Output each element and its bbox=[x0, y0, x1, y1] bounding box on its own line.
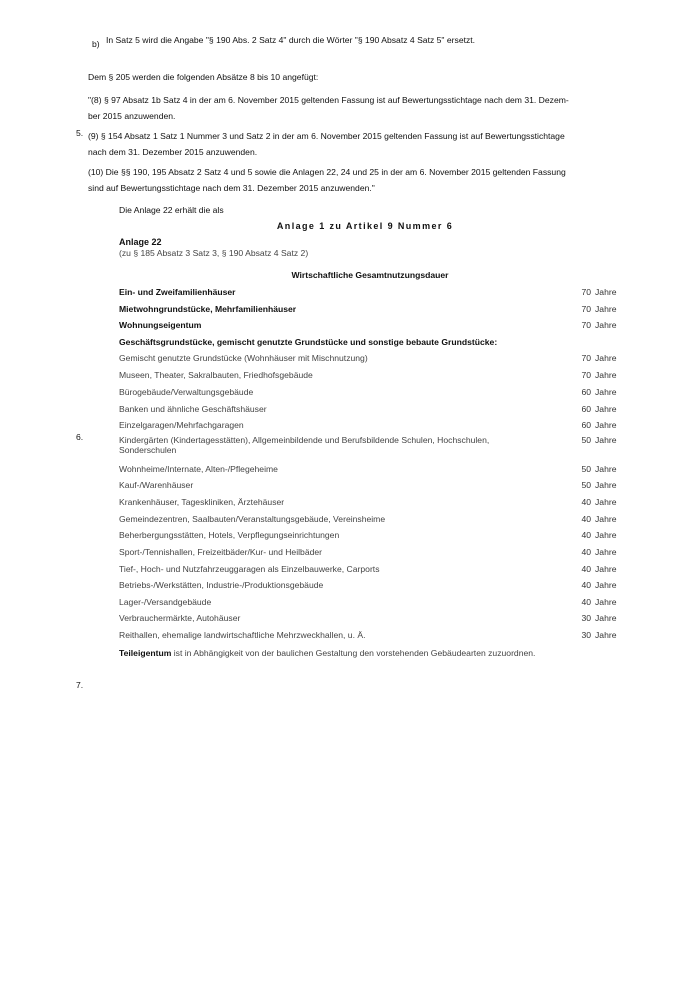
item-6-number: 6. bbox=[76, 432, 84, 442]
row-unit: Jahre bbox=[595, 435, 617, 445]
table-row bbox=[119, 564, 619, 580]
row-label: Banken und ähnliche Geschäftshäuser bbox=[119, 404, 267, 414]
row-label: Kauf-/Warenhäuser bbox=[119, 480, 194, 490]
item-b-text: In Satz 5 wird die Angabe "§ 190 Abs. 2 Satz 4" durch die Wörter "§ 190 Absatz 4 Satz 5" ersetzt. bbox=[106, 35, 476, 45]
row-label: Ein- und Zweifamilienhäuser bbox=[119, 287, 236, 297]
row-label: Lager-/Versandgebäude bbox=[119, 597, 212, 607]
row-label: Museen, Theater, Sakralbauten, Friedhofsgebäude bbox=[119, 370, 313, 380]
item-5-number: 5. bbox=[76, 128, 84, 138]
row-label: Geschäftsgrundstücke, gemischt genutzte Grundstücke und sonstige bebaute Grundstücke: bbox=[119, 337, 498, 347]
footnote-bold-term: Teileigentum bbox=[119, 648, 172, 658]
row-years: 70 bbox=[581, 370, 591, 380]
table-row bbox=[119, 630, 619, 646]
para-8-line2: ber 2015 anzuwenden. bbox=[88, 111, 176, 121]
row-unit: Jahre bbox=[595, 547, 617, 557]
item-6-intro: Die Anlage 22 erhält die als bbox=[119, 205, 224, 215]
table-row bbox=[119, 530, 619, 546]
row-unit: Jahre bbox=[595, 514, 617, 524]
row-years: 50 bbox=[581, 435, 591, 445]
row-unit: Jahre bbox=[595, 597, 617, 607]
row-label: Krankenhäuser, Tageskliniken, Ärztehäuser bbox=[119, 497, 285, 507]
row-label: Verbrauchermärkte, Autohäuser bbox=[119, 613, 241, 623]
table-row bbox=[119, 420, 619, 436]
row-years: 50 bbox=[581, 464, 591, 474]
item-7-number: 7. bbox=[76, 680, 84, 690]
item-5-line1: (9) § 154 Absatz 1 Satz 1 Nummer 3 und Satz 2 in der am 6. November 2015 geltenden Fassung ist auf Bewertungsstichtage bbox=[88, 131, 565, 141]
row-years: 40 bbox=[581, 514, 591, 524]
row-years: 70 bbox=[581, 353, 591, 363]
table-row bbox=[119, 337, 619, 353]
row-label-continuation: Sonderschulen bbox=[119, 445, 177, 455]
row-years: 30 bbox=[581, 630, 591, 640]
table-row bbox=[119, 370, 619, 386]
row-label: Wohnheime/Internate, Alten-/Pflegeheime bbox=[119, 464, 278, 474]
row-unit: Jahre bbox=[595, 353, 617, 363]
row-unit: Jahre bbox=[595, 464, 617, 474]
row-unit: Jahre bbox=[595, 564, 617, 574]
table-row bbox=[119, 580, 619, 596]
row-label: Wohnungseigentum bbox=[119, 320, 202, 330]
table-row bbox=[119, 597, 619, 613]
para-10-line1: (10) Die §§ 190, 195 Absatz 2 Satz 4 und 5 sowie die Anlagen 22, 24 und 25 in der am 6. November 2015 geltenden Fassung bbox=[88, 167, 566, 177]
row-unit: Jahre bbox=[595, 480, 617, 490]
table-row bbox=[119, 435, 619, 455]
row-years: 60 bbox=[581, 420, 591, 430]
row-unit: Jahre bbox=[595, 530, 617, 540]
row-years: 40 bbox=[581, 564, 591, 574]
table-row bbox=[119, 514, 619, 530]
table-title: Wirtschaftliche Gesamtnutzungsdauer bbox=[291, 270, 449, 280]
anlage-reference: (zu § 185 Absatz 3 Satz 3, § 190 Absatz 4 Satz 2) bbox=[119, 248, 309, 258]
row-label: Mietwohngrundstücke, Mehrfamilienhäuser bbox=[119, 304, 297, 314]
para-205: Dem § 205 werden die folgenden Absätze 8 bis 10 angefügt: bbox=[88, 72, 319, 82]
row-years: 30 bbox=[581, 613, 591, 623]
row-years: 40 bbox=[581, 597, 591, 607]
row-years: 70 bbox=[581, 304, 591, 314]
row-unit: Jahre bbox=[595, 320, 617, 330]
anlage-title: Anlage 22 bbox=[119, 237, 162, 247]
row-years: 40 bbox=[581, 580, 591, 590]
table-row bbox=[119, 287, 619, 303]
table-row bbox=[119, 353, 619, 369]
row-years: 40 bbox=[581, 530, 591, 540]
table-row bbox=[119, 404, 619, 420]
row-years: 60 bbox=[581, 387, 591, 397]
row-label: Beherbergungsstätten, Hotels, Verpflegungseinrichtungen bbox=[119, 530, 340, 540]
annex-heading: Anlage 1 zu Artikel 9 Nummer 6 bbox=[276, 221, 454, 231]
row-years: 40 bbox=[581, 497, 591, 507]
row-label: Kindergärten (Kindertagesstätten), Allgemeinbildende und Berufsbildende Schulen, Hochschulen, bbox=[119, 435, 490, 445]
row-label: Sport-/Tennishallen, Freizeitbäder/Kur- und Heilbäder bbox=[119, 547, 323, 557]
row-years: 50 bbox=[581, 480, 591, 490]
row-label: Gemeindezentren, Saalbauten/Veranstaltungsgebäude, Vereinsheime bbox=[119, 514, 386, 524]
row-years: 70 bbox=[581, 287, 591, 297]
row-label: Betriebs-/Werkstätten, Industrie-/Produktionsgebäude bbox=[119, 580, 324, 590]
table-row bbox=[119, 320, 619, 336]
row-years: 40 bbox=[581, 547, 591, 557]
row-unit: Jahre bbox=[595, 497, 617, 507]
row-unit: Jahre bbox=[595, 613, 617, 623]
row-years: 70 bbox=[581, 320, 591, 330]
para-10-line2: sind auf Bewertungsstichtage nach dem 31. Dezember 2015 anzuwenden." bbox=[88, 183, 375, 193]
row-unit: Jahre bbox=[595, 387, 617, 397]
table-row bbox=[119, 304, 619, 320]
footnote-text: ist in Abhängigkeit von der baulichen Gestaltung den vorstehenden Gebäudearten zuzuordnen. bbox=[171, 648, 536, 658]
row-unit: Jahre bbox=[595, 304, 617, 314]
row-unit: Jahre bbox=[595, 404, 617, 414]
row-unit: Jahre bbox=[595, 420, 617, 430]
row-label: Gemischt genutzte Grundstücke (Wohnhäuser mit Mischnutzung) bbox=[119, 353, 368, 363]
table-row bbox=[119, 464, 619, 480]
item-5-line2: nach dem 31. Dezember 2015 anzuwenden. bbox=[88, 147, 258, 157]
row-label: Tief-, Hoch- und Nutzfahrzeuggaragen als Einzelbauwerke, Carports bbox=[119, 564, 380, 574]
row-label: Bürogebäude/Verwaltungsgebäude bbox=[119, 387, 254, 397]
row-unit: Jahre bbox=[595, 287, 617, 297]
row-unit: Jahre bbox=[595, 370, 617, 380]
table-row bbox=[119, 547, 619, 563]
table-row bbox=[119, 613, 619, 629]
row-label: Einzelgaragen/Mehrfachgaragen bbox=[119, 420, 244, 430]
table-row bbox=[119, 497, 619, 513]
table-row bbox=[119, 480, 619, 496]
table-row bbox=[119, 387, 619, 403]
row-unit: Jahre bbox=[595, 580, 617, 590]
row-label: Reithallen, ehemalige landwirtschaftliche Mehrzweckhallen, u. Ä. bbox=[119, 630, 366, 640]
para-8-line1: "(8) § 97 Absatz 1b Satz 4 in der am 6. November 2015 geltenden Fassung ist auf Bewertungsstichtage nach dem 31. Dezem- bbox=[88, 95, 569, 105]
row-unit: Jahre bbox=[595, 630, 617, 640]
row-years: 60 bbox=[581, 404, 591, 414]
table-footnote bbox=[119, 648, 649, 659]
item-b-marker: b) bbox=[92, 39, 100, 49]
